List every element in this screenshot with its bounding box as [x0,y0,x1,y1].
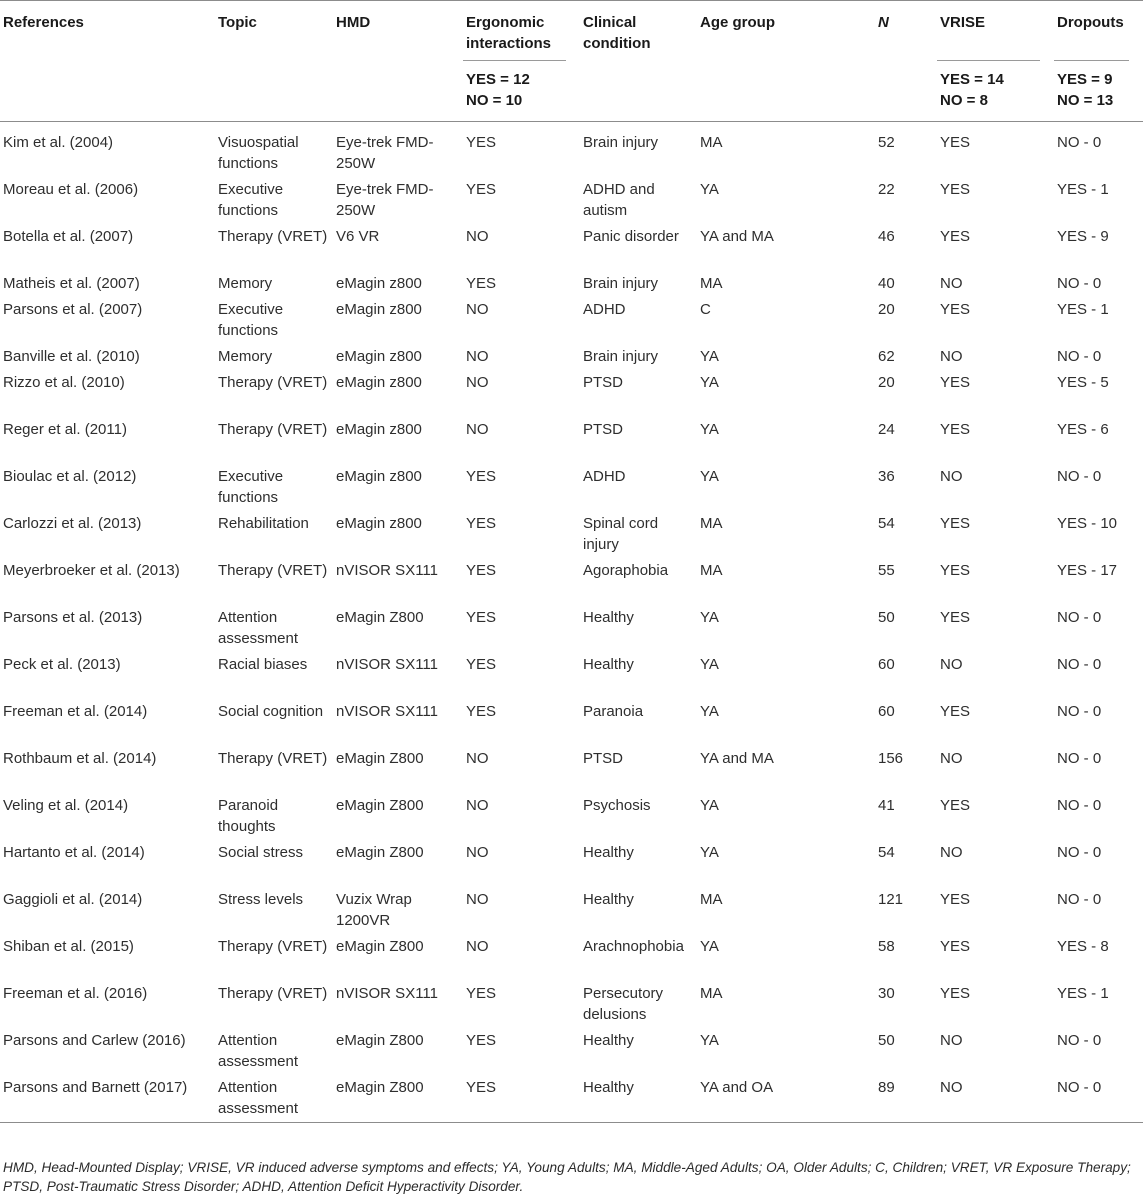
cell-ergonomic: YES [466,1032,497,1049]
cell-n: 50 [878,609,895,626]
cell-clinical-condition: ADHD and autism [583,181,655,219]
cell-vrise: YES [940,985,971,1002]
cell-vrise: YES [940,421,971,438]
header-n: N [878,14,889,31]
cell-age-group: MA [700,275,723,292]
cell-age-group: YA [700,468,719,485]
cell-dropouts: NO - 0 [1057,609,1102,626]
cell-topic: Memory [218,348,273,365]
vrise-tally [937,60,1054,122]
cell-hmd: eMagin Z800 [336,844,424,861]
cell-vrise: YES [940,374,971,391]
vrise-yes-count: YES = 14 [940,71,1004,88]
header-age-group: Age group [700,14,775,31]
table-row [0,837,1143,884]
cell-dropouts: NO - 0 [1057,348,1102,365]
cell-n: 20 [878,301,895,318]
table-row [0,508,1143,555]
cell-hmd: nVISOR SX111 [336,703,438,720]
cell-reference: Botella et al. (2007) [3,228,134,245]
cell-dropouts: NO - 0 [1057,797,1102,814]
cell-n: 60 [878,656,895,673]
cell-hmd: eMagin z800 [336,348,422,365]
cell-reference: Peck et al. (2013) [3,656,121,673]
table-row [0,268,1143,294]
cell-topic: Therapy (VRET) [218,985,328,1002]
cell-reference: Parsons et al. (2013) [3,609,143,626]
header-topic: Topic [218,14,257,31]
table-row [0,743,1143,790]
cell-dropouts: NO - 0 [1057,468,1102,485]
cell-dropouts: NO - 0 [1057,275,1102,292]
cell-ergonomic: NO [466,421,489,438]
cell-dropouts: NO - 0 [1057,750,1102,767]
cell-hmd: nVISOR SX111 [336,985,438,1002]
cell-topic: Visuospatial functions [218,134,299,172]
cell-topic: Rehabilitation [218,515,309,532]
cell-clinical-condition: Panic disorder [583,228,679,245]
cell-vrise: YES [940,703,971,720]
cell-clinical-condition: Healthy [583,1032,634,1049]
cell-hmd: Eye-trek FMD-250W [336,181,434,219]
cell-hmd: eMagin z800 [336,301,422,318]
cell-n: 30 [878,985,895,1002]
cell-reference: Shiban et al. (2015) [3,938,134,955]
dropouts-tally [1054,60,1143,122]
cell-hmd: nVISOR SX111 [336,656,438,673]
cell-hmd: eMagin Z800 [336,609,424,626]
cell-age-group: MA [700,562,723,579]
cell-age-group: YA [700,374,719,391]
cell-topic: Attention assessment [218,1032,299,1070]
cell-reference: Kim et al. (2004) [3,134,114,151]
cell-reference: Matheis et al. (2007) [3,275,140,292]
header-hmd: HMD [336,14,371,31]
cell-age-group: YA and MA [700,228,774,245]
cell-reference: Freeman et al. (2016) [3,985,148,1002]
cell-age-group: YA [700,844,719,861]
cell-clinical-condition: Arachnophobia [583,938,684,955]
cell-dropouts: YES - 17 [1057,562,1118,579]
cell-reference: Carlozzi et al. (2013) [3,515,142,532]
cell-topic: Memory [218,275,273,292]
dropouts-no-count: NO = 13 [1057,92,1114,109]
cell-clinical-condition: Persecutory delusions [583,985,664,1023]
cell-age-group: MA [700,985,723,1002]
table-row [0,790,1143,837]
cell-age-group: YA and OA [700,1079,774,1096]
cell-clinical-condition: ADHD [583,301,626,318]
cell-hmd: eMagin z800 [336,421,422,438]
cell-dropouts: NO - 0 [1057,656,1102,673]
ergonomic-yes-count: YES = 12 [466,71,530,88]
cell-reference: Rothbaum et al. (2014) [3,750,157,767]
cell-n: 54 [878,515,895,532]
cell-n: 54 [878,844,895,861]
cell-topic: Stress levels [218,891,304,908]
cell-age-group: YA and MA [700,750,774,767]
cell-age-group: MA [700,891,723,908]
cell-reference: Gaggioli et al. (2014) [3,891,143,908]
cell-reference: Hartanto et al. (2014) [3,844,145,861]
table-row [0,294,1143,341]
cell-n: 40 [878,275,895,292]
cell-reference: Rizzo et al. (2010) [3,374,125,391]
cell-n: 89 [878,1079,895,1096]
cell-ergonomic: NO [466,228,489,245]
cell-clinical-condition: Spinal cord injury [583,515,659,553]
cell-n: 41 [878,797,895,814]
cell-vrise: YES [940,301,971,318]
cell-hmd: Vuzix Wrap 1200VR [336,891,412,929]
cell-hmd: eMagin z800 [336,275,422,292]
cell-vrise: NO [940,468,963,485]
cell-n: 46 [878,228,895,245]
cell-n: 58 [878,938,895,955]
cell-hmd: nVISOR SX111 [336,562,438,579]
cell-hmd: eMagin z800 [336,374,422,391]
cell-clinical-condition: Healthy [583,656,634,673]
cell-vrise: YES [940,228,971,245]
table-footnote: HMD, Head-Mounted Display; VRISE, VR induced adverse symptoms and effects; YA, Young Adults; MA, Middle-Aged Adults; OA, Older Adults; C, Children; VRET, VR Exposure Therapy; PTSD, Post-Traumatic Stress Disorder; ADHD, Attention Deficit Hyperactivity Disorder. [3,1160,1131,1194]
cell-reference: Bioulac et al. (2012) [3,468,137,485]
cell-n: 55 [878,562,895,579]
table-row [0,221,1143,268]
cell-clinical-condition: Brain injury [583,134,659,151]
cell-dropouts: YES - 6 [1057,421,1109,438]
table-row [0,1072,1143,1123]
cell-dropouts: NO - 0 [1057,1032,1102,1049]
cell-vrise: NO [940,275,963,292]
cell-vrise: YES [940,938,971,955]
header-references: References [3,14,84,31]
cell-clinical-condition: PTSD [583,750,624,767]
cell-reference: Veling et al. (2014) [3,797,129,814]
cell-ergonomic: NO [466,797,489,814]
table-row [0,174,1143,221]
table-header [0,1,1143,122]
cell-reference: Banville et al. (2010) [3,348,140,365]
cell-clinical-condition: Healthy [583,844,634,861]
cell-topic: Paranoid thoughts [218,797,279,835]
cell-reference: Parsons and Carlew (2016) [3,1032,186,1049]
ergonomic-tally [463,60,580,122]
table-row [0,461,1143,508]
cell-dropouts: NO - 0 [1057,1079,1102,1096]
cell-n: 60 [878,703,895,720]
cell-vrise: NO [940,1032,963,1049]
table-row [0,884,1143,931]
cell-reference: Freeman et al. (2014) [3,703,148,720]
cell-n: 156 [878,750,904,767]
cell-n: 50 [878,1032,895,1049]
cell-dropouts: YES - 10 [1057,515,1118,532]
header-clinical-condition: Clinical condition [583,14,651,52]
cell-topic: Therapy (VRET) [218,228,328,245]
table-row [0,367,1143,414]
cell-age-group: C [700,301,711,318]
cell-ergonomic: YES [466,985,497,1002]
cell-vrise: YES [940,562,971,579]
cell-vrise: YES [940,515,971,532]
cell-age-group: YA [700,421,719,438]
cell-n: 36 [878,468,895,485]
dropouts-yes-count: YES = 9 [1057,71,1113,88]
cell-dropouts: YES - 8 [1057,938,1109,955]
cell-clinical-condition: Healthy [583,1079,634,1096]
vrise-no-count: NO = 8 [940,92,988,109]
cell-age-group: YA [700,938,719,955]
table-row [0,1025,1143,1072]
cell-clinical-condition: Psychosis [583,797,651,814]
cell-age-group: MA [700,515,723,532]
cell-hmd: V6 VR [336,228,380,245]
cell-age-group: YA [700,609,719,626]
cell-age-group: YA [700,703,719,720]
cell-ergonomic: NO [466,938,489,955]
cell-age-group: YA [700,656,719,673]
cell-dropouts: NO - 0 [1057,891,1102,908]
cell-age-group: YA [700,797,719,814]
cell-reference: Meyerbroeker et al. (2013) [3,562,180,579]
cell-ergonomic: YES [466,515,497,532]
cell-ergonomic: NO [466,301,489,318]
cell-clinical-condition: PTSD [583,421,624,438]
cell-hmd: eMagin Z800 [336,1032,424,1049]
cell-age-group: YA [700,348,719,365]
cell-hmd: eMagin Z800 [336,938,424,955]
cell-clinical-condition: ADHD [583,468,626,485]
table-row [0,649,1143,696]
cell-vrise: NO [940,844,963,861]
cell-topic: Therapy (VRET) [218,938,328,955]
cell-clinical-condition: Brain injury [583,275,659,292]
header-vrise: VRISE [940,14,986,31]
table-row [0,931,1143,978]
cell-ergonomic: YES [466,703,497,720]
table-row [0,122,1143,175]
cell-dropouts: YES - 9 [1057,228,1109,245]
cell-reference: Reger et al. (2011) [3,421,127,438]
cell-hmd: Eye-trek FMD-250W [336,134,434,172]
cell-hmd: eMagin Z800 [336,797,424,814]
table-row [0,341,1143,367]
cell-topic: Social stress [218,844,304,861]
header-dropouts: Dropouts [1057,14,1124,31]
cell-reference: Parsons et al. (2007) [3,301,143,318]
cell-dropouts: NO - 0 [1057,134,1102,151]
cell-vrise: NO [940,1079,963,1096]
cell-ergonomic: NO [466,750,489,767]
table-row [0,978,1143,1025]
cell-topic: Therapy (VRET) [218,421,328,438]
cell-dropouts: NO - 0 [1057,703,1102,720]
cell-vrise: NO [940,348,963,365]
cell-reference: Moreau et al. (2006) [3,181,139,198]
cell-topic: Executive functions [218,181,284,219]
cell-topic: Attention assessment [218,609,299,647]
cell-vrise: YES [940,797,971,814]
cell-n: 22 [878,181,895,198]
cell-clinical-condition: Paranoia [583,703,644,720]
cell-vrise: YES [940,891,971,908]
cell-clinical-condition: Healthy [583,609,634,626]
cell-dropouts: NO - 0 [1057,844,1102,861]
cell-dropouts: YES - 1 [1057,985,1109,1002]
cell-age-group: YA [700,181,719,198]
cell-dropouts: YES - 1 [1057,181,1109,198]
tally-row [0,60,1143,122]
cell-ergonomic: NO [466,348,489,365]
cell-ergonomic: YES [466,609,497,626]
table-row [0,414,1143,461]
cell-age-group: YA [700,1032,719,1049]
cell-n: 20 [878,374,895,391]
cell-vrise: YES [940,609,971,626]
cell-clinical-condition: Healthy [583,891,634,908]
table-row [0,602,1143,649]
cell-n: 62 [878,348,895,365]
cell-ergonomic: YES [466,562,497,579]
cell-topic: Therapy (VRET) [218,374,328,391]
cell-clinical-condition: PTSD [583,374,624,391]
cell-hmd: eMagin Z800 [336,750,424,767]
cell-topic: Executive functions [218,468,284,506]
header-row [0,1,1143,61]
cell-hmd: eMagin z800 [336,468,422,485]
cell-age-group: MA [700,134,723,151]
table-body [0,122,1143,1123]
cell-ergonomic: NO [466,844,489,861]
table-row [0,555,1143,602]
cell-topic: Racial biases [218,656,308,673]
cell-topic: Therapy (VRET) [218,750,328,767]
cell-topic: Therapy (VRET) [218,562,328,579]
cell-ergonomic: NO [466,374,489,391]
cell-dropouts: YES - 5 [1057,374,1109,391]
cell-topic: Executive functions [218,301,284,339]
cell-vrise: YES [940,181,971,198]
cell-hmd: eMagin Z800 [336,1079,424,1096]
cell-reference: Parsons and Barnett (2017) [3,1079,188,1096]
cell-vrise: NO [940,750,963,767]
cell-clinical-condition: Agoraphobia [583,562,669,579]
cell-ergonomic: YES [466,656,497,673]
cell-topic: Attention assessment [218,1079,299,1117]
cell-topic: Social cognition [218,703,324,720]
cell-n: 24 [878,421,895,438]
header-ergonomic-interactions: Ergonomic interactions [466,14,552,52]
cell-ergonomic: YES [466,134,497,151]
ergonomic-no-count: NO = 10 [466,92,523,109]
cell-ergonomic: YES [466,468,497,485]
cell-dropouts: YES - 1 [1057,301,1109,318]
cell-ergonomic: NO [466,891,489,908]
cell-vrise: YES [940,134,971,151]
cell-hmd: eMagin z800 [336,515,422,532]
cell-ergonomic: YES [466,1079,497,1096]
cell-ergonomic: YES [466,275,497,292]
table-row [0,696,1143,743]
cell-ergonomic: YES [466,181,497,198]
cell-n: 121 [878,891,904,908]
cell-vrise: NO [940,656,963,673]
cell-n: 52 [878,134,895,151]
cell-clinical-condition: Brain injury [583,348,659,365]
